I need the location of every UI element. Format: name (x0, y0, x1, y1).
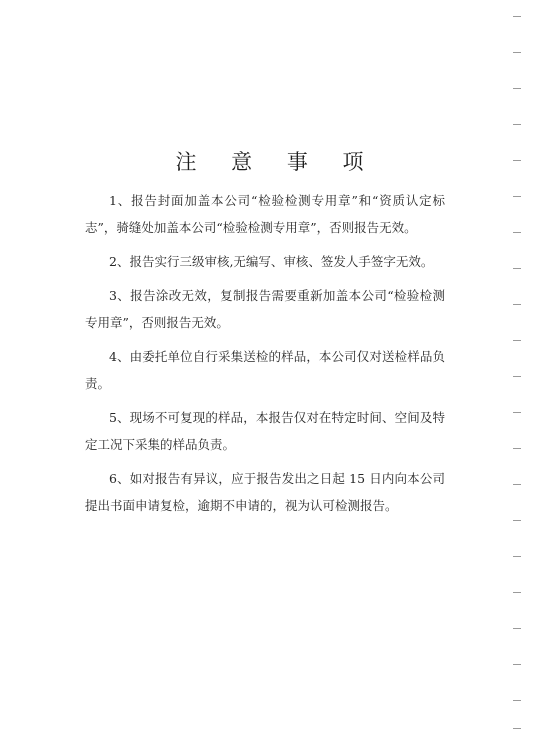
note-item-3: 3、报告涂改无效，复制报告需要重新加盖本公司“检验检测专用章”，否则报告无效。 (85, 288, 445, 330)
edge-mark (513, 700, 521, 701)
edge-mark (513, 592, 521, 593)
edge-mark (513, 232, 521, 233)
edge-mark (513, 88, 521, 89)
edge-mark (513, 376, 521, 377)
edge-mark (513, 556, 521, 557)
edge-mark (513, 664, 521, 665)
note-item-6: 6、如对报告有异议，应于报告发出之日起 15 日内向本公司提出书面申请复检，逾期不申请的，视为认可检测报告。 (85, 471, 445, 513)
edge-mark (513, 340, 521, 341)
edge-mark (513, 124, 521, 125)
edge-mark (513, 520, 521, 521)
edge-mark (513, 16, 521, 17)
note-item-1: 1、报告封面加盖本公司“检验检测专用章”和“资质认定标志”，骑缝处加盖本公司“检验检测专用章”，否则报告无效。 (85, 193, 445, 235)
edge-mark (513, 160, 521, 161)
edge-mark (513, 628, 521, 629)
edge-mark (513, 728, 521, 729)
notes-list (85, 187, 445, 526)
edge-mark (513, 304, 521, 305)
edge-mark (513, 448, 521, 449)
edge-mark (513, 52, 521, 53)
note-item-5: 5、现场不可复现的样品，本报告仅对在特定时间、空间及特定工况下采集的样品负责。 (85, 410, 445, 452)
edge-mark (513, 412, 521, 413)
note-item-4: 4、由委托单位自行采集送检的样品，本公司仅对送检样品负责。 (85, 349, 445, 391)
page-title: 注 意 事 项 (175, 150, 378, 174)
binding-edge-marks (513, 0, 523, 746)
edge-mark (513, 484, 521, 485)
edge-mark (513, 268, 521, 269)
note-item-2: 2、报告实行三级审核,无编写、审核、签发人手签字无效。 (109, 254, 434, 269)
edge-mark (513, 196, 521, 197)
